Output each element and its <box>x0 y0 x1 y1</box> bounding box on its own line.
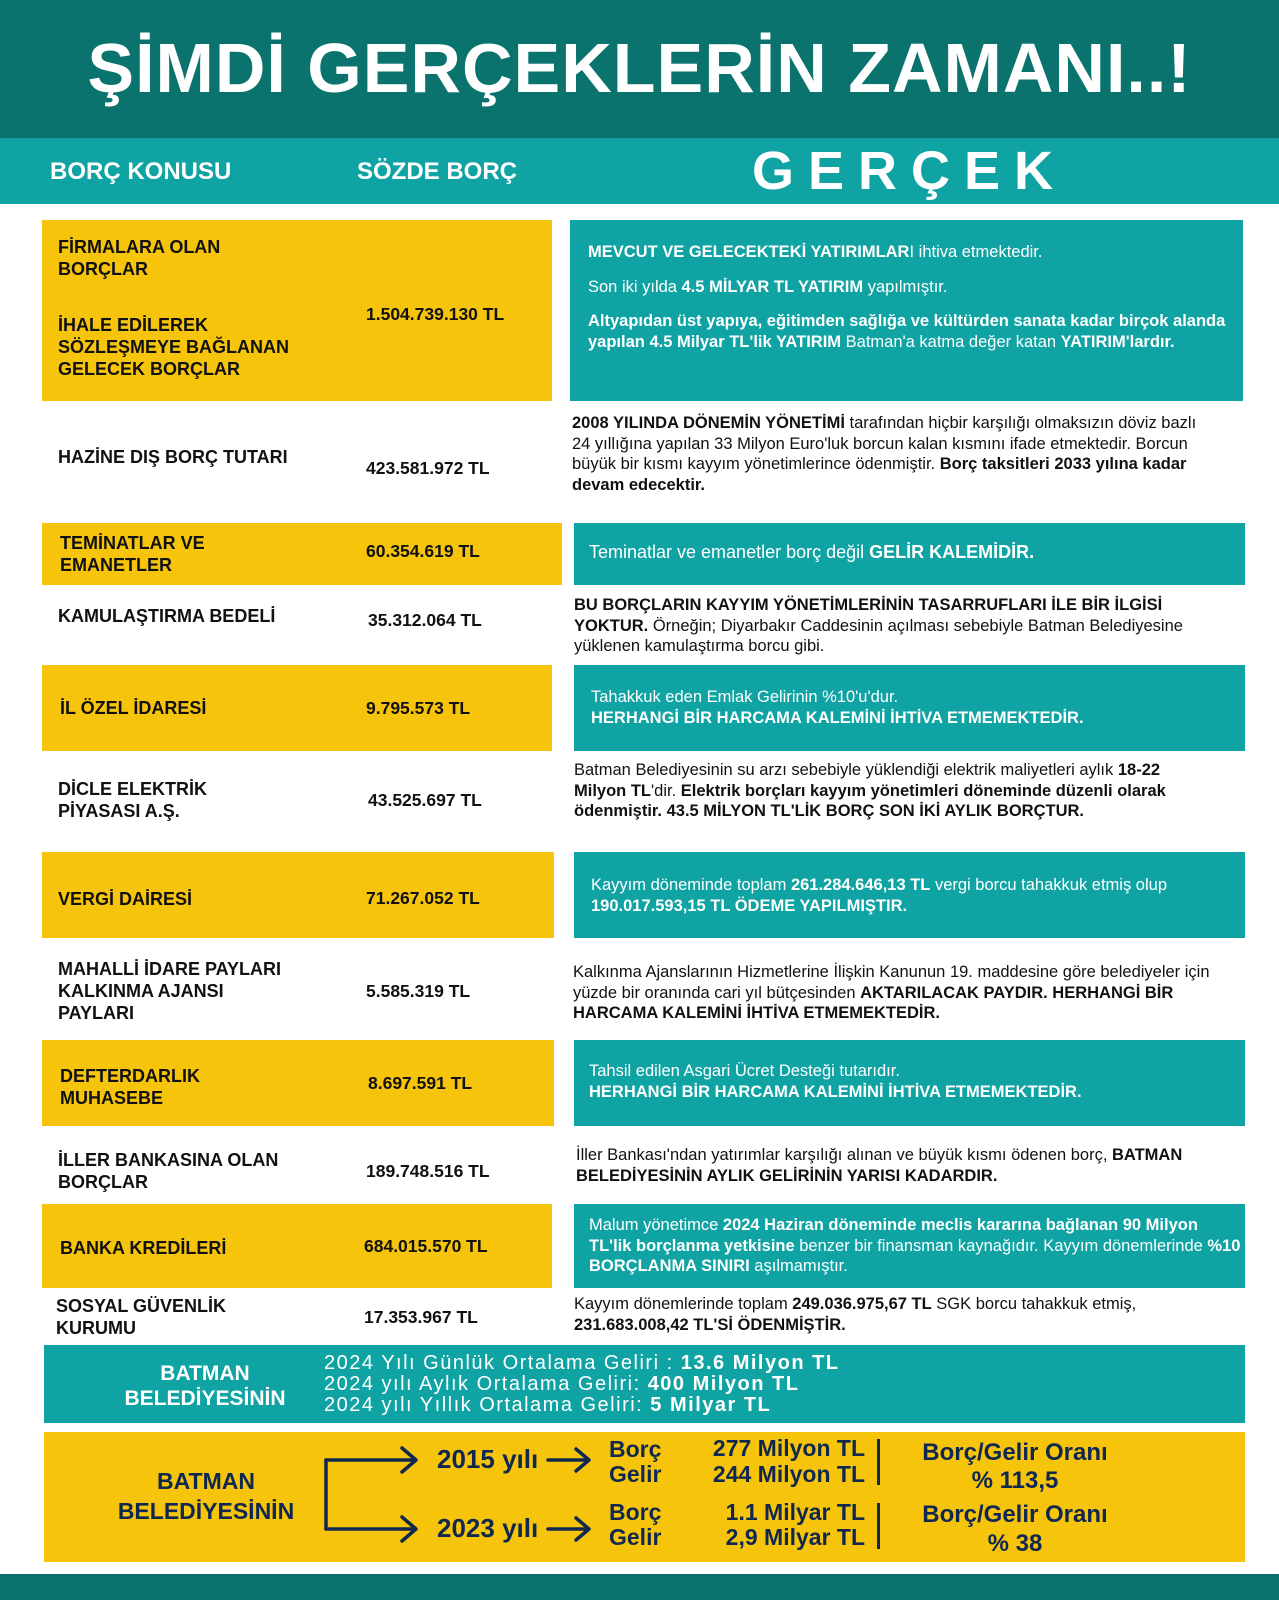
row-defterdarlik-amount: 8.697.591 TL <box>368 1073 473 1093</box>
gelir-value-2023: 2,9 Milyar TL <box>725 1524 865 1550</box>
row-firmalar-amount: 1.504.739.130 TL <box>366 304 505 324</box>
row-kamulastirma-label: KAMULAŞTIRMA BEDELİ <box>58 606 276 626</box>
row-sgk-desc: Kayyım dönemlerinde toplam 249.036.975,67 TL SGK borcu tahakkuk etmiş, 231.683.008,42 TL'Sİ ÖDENMİŞTİR. <box>574 1295 1137 1334</box>
row-kamulastirma-amount: 35.312.064 TL <box>368 610 482 630</box>
gelir-label-2015: Gelir <box>609 1461 662 1487</box>
row-hazine-desc: 2008 YILINDA DÖNEMİN YÖNETİMİ tarafından hiçbir karşılığı olmaksızın döviz bazlı 24 yıllığına yapılan 33 Milyon Euro'luk borcun kalan kısmını ifade etmektedir. Borcun büyük bir kısmı kayyım yönetimlerince ödenmiştir. Borç taksitleri 2033 yılına kadar devam edecektir. <box>572 414 1197 494</box>
row-teminatlar-desc: Teminatlar ve emanetler borç değil GELİR KALEMİDİR. <box>589 542 1035 562</box>
row-il-ozel-desc: Tahakkuk eden Emlak Gelirinin %10'u'dur. HERHANGİ BİR HARCAMA KALEMİNİ İHTİVA ETMEMEKTEDİR. <box>591 688 1084 727</box>
ratio-label-2023: Borç/Gelir Oranı <box>922 1501 1108 1528</box>
row-defterdarlik-desc: Tahsil edilen Asgari Ücret Desteği tutarıdır. HERHANGİ BİR HARCAMA KALEMİNİ İHTİVA ETMEMEKTEDİR. <box>589 1062 1082 1101</box>
row-banka-amount: 684.015.570 TL <box>364 1236 488 1256</box>
debt-ratio-summary-label: BATMAN BELEDİYESİNİN <box>117 1468 295 1524</box>
row-kamulastirma-desc: BU BORÇLARIN KAYYIM YÖNETİMLERİNİN TASARRUFLARI İLE BİR İLGİSİ YOKTUR. Örneğin; Diyarbakır Caddesinin açılması sebebiyle Batman Belediyesine yüklenen kamulaştırma borcu gibi. <box>574 596 1183 655</box>
income-summary-label: BATMAN BELEDİYESİNİN <box>124 1362 286 1410</box>
row-vergi-label: VERGİ DAİRESİ <box>58 889 193 909</box>
borc-value-2015: 277 Milyon TL <box>712 1435 865 1461</box>
row-iller-label: İLLER BANKASINA OLAN BORÇLAR <box>58 1150 279 1192</box>
row-dicle-desc: Batman Belediyesinin su arzı sebebiyle yüklendiği elektrik maliyetleri aylık 18-22 Milyon TL'dir. Elektrik borçları kayyım yönetimleri döneminde düzenli olarak ödenmiştir. 43.5 MİLYON TL'LİK BORÇ SON İKİ AYLIK BORÇTUR. <box>574 761 1166 820</box>
row-banka-label: BANKA KREDİLERİ <box>60 1238 227 1258</box>
income-yearly-line: 2024 yılı Yıllık Ortalama Geliri: 5 Milyar TL <box>324 1394 772 1416</box>
row-teminatlar-amount: 60.354.619 TL <box>366 541 480 561</box>
income-daily-line: 2024 Yılı Günlük Ortalama Geliri : 13.6 Milyon TL <box>324 1352 840 1374</box>
row-hazine-amount: 423.581.972 TL <box>366 458 490 478</box>
gelir-value-2015: 244 Milyon TL <box>712 1461 865 1487</box>
ratio-label-2015: Borç/Gelir Oranı <box>922 1439 1108 1466</box>
row-teminatlar-label: TEMİNATLAR VE EMANETLER <box>60 533 205 575</box>
header-gercek: GERÇEK <box>752 141 1068 201</box>
row-mahalli-amount: 5.585.319 TL <box>366 981 471 1001</box>
year-2015: 2015 yılı <box>437 1444 539 1474</box>
page-title: ŞİMDİ GERÇEKLERİN ZAMANI..! <box>87 29 1192 107</box>
divider-2015 <box>877 1439 880 1485</box>
row-iller-amount: 189.748.516 TL <box>366 1161 490 1181</box>
row-firmalar-desc: MEVCUT VE GELECEKTEKİ YATIRIMLARI ihtiva etmektedir. Son iki yılda 4.5 MİLYAR TL YATIRIM yapılmıştır. Altyapıdan üst yapıya, eğitimden sağlığa ve kültürden sanata kadar birçok alanda yapılan 4.5 Milyar TL'lik YATIRIM Batman'a katma değer katan YATIRIM'lardır. <box>588 243 1226 351</box>
row-hazine-label: HAZİNE DIŞ BORÇ TUTARI <box>58 447 288 467</box>
row-dicle-label: DİCLE ELEKTRİK PİYASASI A.Ş. <box>58 779 208 821</box>
row-vergi-amount: 71.267.052 TL <box>366 888 480 908</box>
row-defterdarlik-label: DEFTERDARLIK MUHASEBE <box>60 1066 200 1108</box>
row-dicle-amount: 43.525.697 TL <box>368 790 482 810</box>
row-il-ozel-amount: 9.795.573 TL <box>366 698 471 718</box>
row-mahalli-label: MAHALLİ İDARE PAYLARI KALKINMA AJANSI PAYLARI <box>58 959 282 1023</box>
gelir-label-2023: Gelir <box>609 1524 662 1550</box>
ratio-value-2015: % 113,5 <box>971 1467 1059 1494</box>
row-sgk-amount: 17.353.967 TL <box>364 1307 478 1327</box>
ratio-value-2023: % 38 <box>987 1530 1043 1557</box>
header-borc-konusu: BORÇ KONUSU <box>50 158 232 185</box>
row-firmalar-label: FİRMALARA OLAN BORÇLAR <box>58 237 221 279</box>
row-iller-desc: İller Bankası'ndan yatırımlar karşılığı alınan ve büyük kısmı ödenen borç, BATMAN BELEDİYESİNİN AYLIK GELİRİNİN YARISI KADARDIR. <box>576 1146 1183 1185</box>
income-monthly-line: 2024 yılı Aylık Ortalama Geliri: 400 Milyon TL <box>324 1373 800 1395</box>
header-sozde-borc: SÖZDE BORÇ <box>357 158 518 185</box>
divider-2023 <box>877 1503 880 1549</box>
row-vergi-desc: Kayyım döneminde toplam 261.284.646,13 TL vergi borcu tahakkuk etmiş olup 190.017.593,15 TL ÖDEME YAPILMIŞTIR. <box>591 876 1167 915</box>
row-mahalli-desc: Kalkınma Ajanslarının Hizmetlerine İlişkin Kanunun 19. maddesine göre belediyeler için yüzde bir oranında cari yıl bütçesinden AKTARILACAK PAYDIR. HERHANGİ BİR HARCAMA KALEMİNİ İHTİVA ETMEMEKTEDİR. <box>573 963 1210 1022</box>
row-il-ozel-label: İL ÖZEL İDARESİ <box>60 698 207 718</box>
borc-label-2023: Borç <box>609 1499 662 1525</box>
year-2023: 2023 yılı <box>437 1513 539 1543</box>
row-banka-desc: Malum yönetimce 2024 Haziran döneminde meclis kararına bağlanan 90 Milyon TL'lik borçlanma yetkisine benzer bir finansman kaynağıdır. Kayyım dönemlerinde %10 BORÇLANMA SINIRI aşılmamıştır. <box>589 1216 1241 1275</box>
row-sgk-label: SOSYAL GÜVENLİK KURUMU <box>56 1296 227 1338</box>
footer-bar <box>0 1574 1279 1600</box>
borc-value-2023: 1.1 Milyar TL <box>725 1499 865 1525</box>
borc-label-2015: Borç <box>609 1436 662 1462</box>
row-ihale-label: İHALE EDİLEREK SÖZLEŞMEYE BAĞLANAN GELECEK BORÇLAR <box>58 315 290 379</box>
